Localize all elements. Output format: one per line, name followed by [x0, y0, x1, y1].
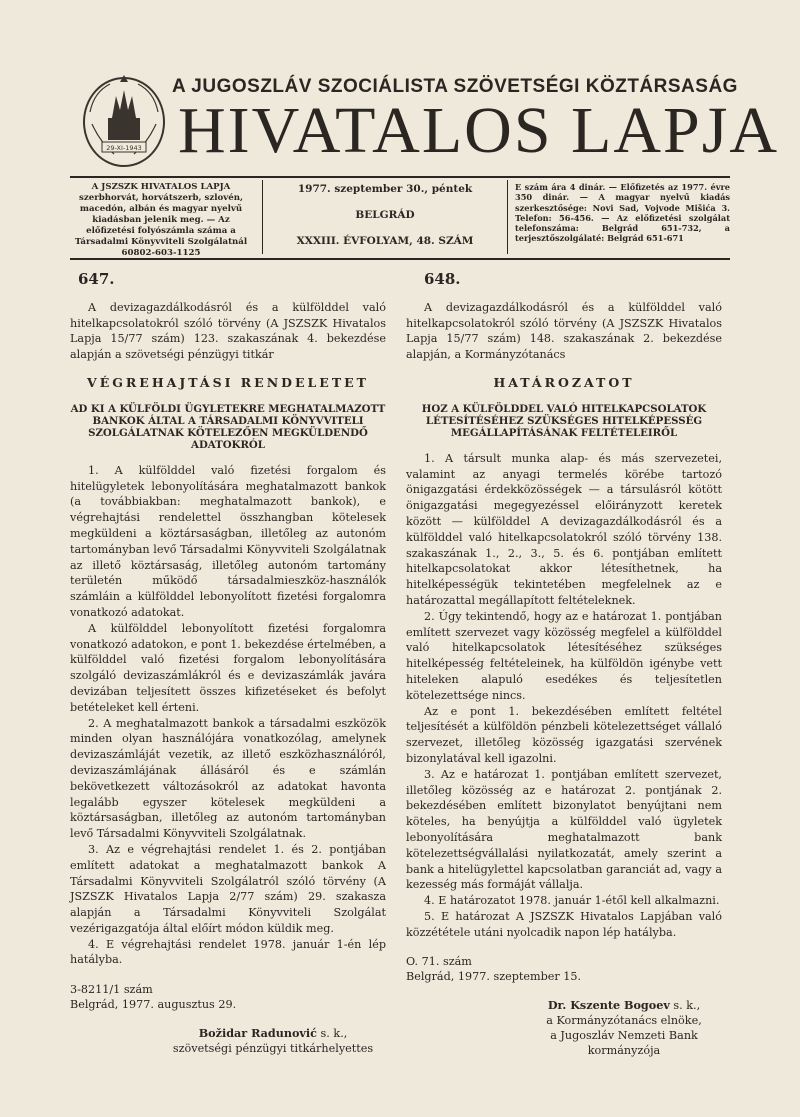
article-647	[70, 272, 386, 1056]
decree-title: VÉGREHAJTÁSI RENDELETET	[87, 374, 369, 390]
gazette-title: HIVATALOS LAPJA	[178, 94, 780, 167]
issue-date: 1977. szeptember 30., péntek	[297, 183, 473, 195]
place-date: Belgrád, 1977. szeptember 15.	[406, 970, 582, 984]
issue-volume: XXXIII. ÉVFOLYAM, 48. SZÁM	[296, 235, 474, 247]
decree-subject: HOZ A KÜLFÖLDDEL VALÓ HITELKAPCSOLATOK LÉTESÍTÉSÉHEZ SZÜKSÉGES HITELKÉPESSÉG MEGÁLLAPÍTÁSÁNAK FELTÉTELEIRŐL	[421, 402, 707, 439]
paragraph: 3. Az e végrehajtási rendelet 1. és 2. pontjában említett adatokat a meghatalmazott bankok A Társadalmi Könyvviteli Szolgálatról szóló törvény (A JSZSZK Hivatalos Lapja 2/77 szám) 29. szakasza alapján a Társadalmi Könyvviteli Szolgálat vezérigazgatója által előírt módon küldik meg.	[70, 842, 386, 935]
state-emblem-icon	[80, 72, 168, 170]
article-intro: A devizagazdálkodásról és a külfölddel való hitelkapcsolatokról szóló törvény (A JSZSZK Hivatalos Lapja 15/77 szám) 123. szakaszának 4. bekezdése alapján a szövetségi pénzügyi titkár	[70, 300, 386, 362]
paragraph: 4. E végrehajtási rendelet 1978. január 1-én lép hatályba.	[70, 937, 386, 967]
price-info: E szám ára 4 dinár. — Előfizetés az 1977. évre 350 dinár. — A magyar nyelvű kiadás szerkesztősége: Novi Sad, Vojvode Mišića 3. Telefon: 56-456. — Az előfizetési szolgálat telefonszáma: Belgrád 651-732, a terjesztőszolgálaté: Belgrád 651-671	[515, 182, 730, 244]
paragraph: 5. E határozat A JSZSZK Hivatalos Lapjában való közzététele utáni nyolcadik napon lép hatályba.	[406, 909, 722, 939]
signer-title: kormányzója	[587, 1044, 661, 1058]
subscription-info: A JSZSZK HIVATALOS LAPJA szerbhorvát, horvátszerb, szlovén, macedón, albán és magyar nyelvű kiadásban jelenik meg. — Az előfizetési folyószámla száma a Társadalmi Könyvviteli Szolgálatnál 60802-603-1125	[74, 182, 248, 258]
supertitle: A JUGOSZLÁV SZOCIÁLISTA SZÖVETSÉGI KÖZTÁRSASÁG	[172, 76, 738, 97]
paragraph: 1. A társult munka alap- és más szervezetei, valamint az anyagi termelés körébe tartozó önigazgatási érdekközösségek — a társulásról kötött önigazgatási megegyezéssel előirányzott keretek között — külfölddel A devizagazdálkodásról és a külfölddel való hitelkapcsolatokról szóló törvény 138. szakaszának 1., 2., 3., 5. és 6. pontjában említett hitelkapcsolatokat akkor létesíthetnek, ha hitelképességük tekintetében megfelelnek az e határozattal megállapított feltételeknek.	[406, 451, 722, 607]
article-648	[406, 272, 722, 1058]
signer-suffix: s. k.,	[317, 1027, 348, 1041]
decree-subject: AD KI A KÜLFÖLDI ÜGYLETEKRE MEGHATALMAZOTT BANKOK ÁLTAL A TÁRSADALMI KÖNYVVITELI SZOLGÁLATNAK KÖTELEZŐEN MEGKÜLDENDŐ ADATOKRÓL	[70, 402, 386, 451]
reference-number: O. 71. szám	[406, 955, 472, 969]
signer-title: a Kormányzótanács elnöke,	[546, 1014, 702, 1028]
header-divider-right	[507, 180, 508, 254]
signer-name: Božidar Radunović	[198, 1026, 317, 1041]
header-top-rule	[70, 176, 730, 178]
signature-block	[160, 1026, 386, 1056]
paragraph: A külfölddel lebonyolított fizetési forgalomra vonatkozó adatokon, e pont 1. bekezdése értelmében, a külfölddel való fizetési forgalom lebonyolítására szolgáló devizaszámlákról és e devizaszámlák javára devizában teljesített összes kifizetéseket és befolyt betételeket kell érteni.	[70, 621, 386, 714]
header-divider-left	[262, 180, 263, 254]
decree-title: HATÁROZATOT	[493, 374, 635, 390]
paragraph: Az e pont 1. bekezdésében említett feltétel teljesítését a külföldön pénzbeli kötelezettséget vállaló szervezet, illetőleg közösség igazgatási szervének bizonylatával kell igazolni.	[406, 704, 722, 765]
article-number: 647.	[78, 270, 115, 288]
reference-block	[70, 982, 386, 1012]
issue-city: BELGRÁD	[355, 209, 415, 221]
place-date: Belgrád, 1977. augusztus 29.	[70, 998, 237, 1012]
article-intro: A devizagazdálkodásról és a külfölddel való hitelkapcsolatokról szóló törvény (A JSZSZK Hivatalos Lapja 15/77 szám) 148. szakaszának 2. bekezdése alapján, a Kormányzótanács	[406, 300, 722, 362]
signature-block	[526, 998, 722, 1058]
paragraph: 2. A meghatalmazott bankok a társadalmi eszközök minden olyan használójára vonatkozólag, amelynek devizaszámláját vezetik, az illető eszközhasználóról, devizaszámlájának állásáról és e számlán bekövetkezett változásokról az adatokat havonta legalább egyszer kötelesek megküldeni a köztársaságban, illetőleg az autonóm tartományban levő Társadalmi Könyvviteli Szolgálatnak.	[70, 716, 386, 841]
paragraph: 3. Az e határozat 1. pontjában említett szervezet, illetőleg közösség az e határozat 2. pontjának 2. bekezdésében említett bizonylatot benyújtani nem köteles, ha benyújtja a külfölddel való ügyletek lebonyolítására meghatalmazott bank kötelezettségvállalási nyilatkozatát, amely szerint a bank a hitelügylettel kapcsolatban garanciát ad, vagy a kezesség más formáját vállalja.	[406, 767, 722, 892]
issue-info	[270, 182, 500, 260]
svg-text:29-XI-1943: 29-XI-1943	[106, 144, 142, 152]
paragraph: 1. A külfölddel való fizetési forgalom és hitelügyletek lebonyolítására meghatalmazott bankok (a továbbiakban: meghatalmazott bankok), e végrehajtási rendelettel összhangban kötelesek megküldeni a köztársaságban, illetőleg az autonóm tartományban levő Társadalmi Könyvviteli Szolgálatnak az illető köztársaság, illetőleg autonóm tartomány területén működő társadalmieszköz-használók számláin a külfölddel lebonyolított fizetési forgalomra vonatkozó adatokat.	[70, 463, 386, 619]
signer-title: szövetségi pénzügyi titkárhelyettes	[172, 1042, 374, 1056]
reference-number: 3-8211/1 szám	[70, 983, 153, 997]
paragraph: 2. Úgy tekintendő, hogy az e határozat 1. pontjában említett szervezet vagy közösség megfelel a külfölddel való hitelkapcsolatok létesítéséhez szükséges hitelképesség feltételeinek, ha külföldön igénybe vett hiteleken alapuló esedékes és teljesítetlen kötelezettsége nincs.	[406, 609, 722, 702]
signer-title: a Jugoszláv Nemzeti Bank	[550, 1029, 698, 1043]
signer-name: Dr. Kszente Bogoev	[547, 998, 670, 1013]
paragraph: 4. E határozatot 1978. január 1-étől kell alkalmazni.	[424, 894, 720, 908]
reference-block	[406, 954, 722, 984]
article-number: 648.	[424, 270, 461, 288]
signer-suffix: s. k.,	[669, 999, 701, 1013]
